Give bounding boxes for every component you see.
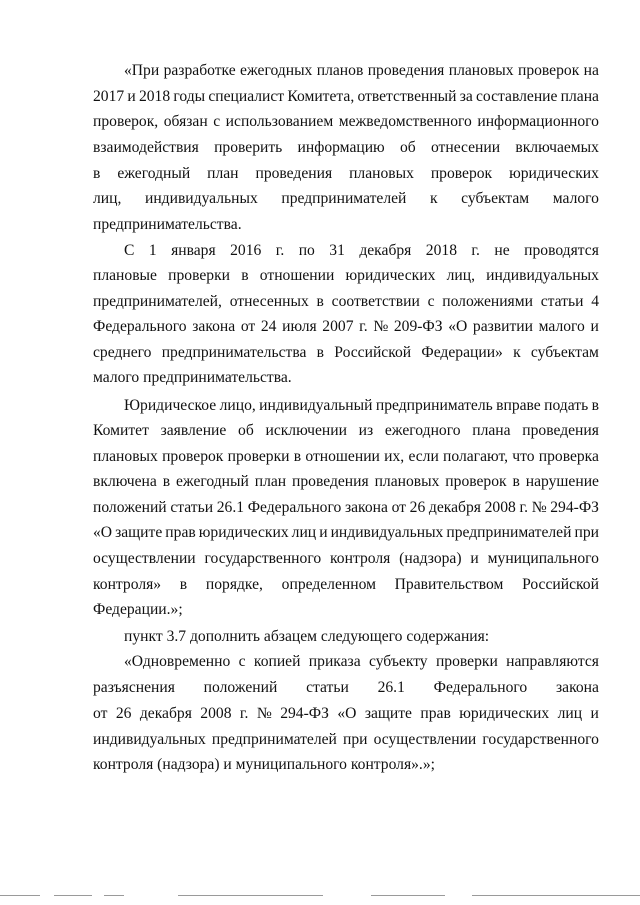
text-word: 294-ФЗ	[280, 705, 329, 722]
text-word: закона	[344, 499, 388, 516]
text-word: осуществлении	[93, 550, 196, 567]
paragraph-1-line-1	[124, 60, 599, 82]
text-word: информационного	[477, 113, 599, 130]
text-word: муниципального	[487, 550, 599, 567]
paragraph-4-line-1: пункт 3.7 дополнить абзацем следующего содержания:	[124, 628, 490, 645]
text-word: с	[427, 293, 435, 310]
text-word: об	[399, 139, 416, 156]
text-word: проверок	[162, 448, 224, 465]
paragraph-5-line-3	[93, 703, 599, 725]
text-word: юридических	[509, 165, 599, 182]
paragraph-3-line-6	[93, 522, 599, 544]
text-word: ежегодный	[175, 473, 249, 490]
text-word: план	[254, 473, 287, 490]
text-word: «Одновременно	[124, 653, 231, 670]
text-word: 294-ФЗ	[550, 499, 599, 516]
text-word: ежегодного	[384, 422, 461, 439]
paragraph-2-line-4	[93, 316, 599, 338]
text-word: в	[179, 576, 188, 593]
text-word: в	[316, 344, 325, 361]
paragraph-5-line-5: контроля (надзора) и муниципального контроля».»;	[93, 756, 435, 773]
text-word: защите	[364, 705, 412, 722]
text-word: проверок	[430, 165, 493, 182]
text-word: индивидуальных	[93, 731, 206, 748]
text-word: 26.1	[216, 499, 245, 516]
text-word: плановых	[448, 62, 514, 79]
text-word: к	[513, 344, 521, 361]
text-word: полагают,	[443, 448, 508, 465]
text-word: информацию	[297, 139, 385, 156]
text-word: проверить	[214, 139, 283, 156]
text-word: об	[238, 422, 254, 439]
text-word: и	[127, 88, 136, 105]
text-word: отнесении	[430, 139, 501, 156]
text-word: плана	[472, 422, 511, 439]
text-word: в	[316, 293, 324, 310]
text-word: лиц,	[93, 190, 122, 207]
text-word: июля	[282, 318, 317, 335]
text-word: 2018	[425, 242, 457, 259]
paragraph-2-line-6: малого предпринимательства.	[93, 369, 292, 386]
text-word: от	[391, 499, 406, 516]
text-word: включаемых	[515, 139, 599, 156]
text-word: субъекту	[368, 653, 428, 670]
text-word: «О	[448, 318, 468, 335]
text-word: государственного	[204, 550, 322, 567]
text-word: проверки	[168, 267, 231, 284]
text-word: предпринимателей,	[93, 293, 222, 310]
text-word: планов	[316, 62, 364, 79]
text-word: и	[590, 705, 599, 722]
paragraph-2-line-2	[93, 265, 599, 287]
text-word: субъектам	[461, 190, 530, 207]
text-word: «О	[93, 524, 113, 541]
paragraph-2-line-3	[93, 291, 599, 313]
text-word: проверка	[538, 448, 599, 465]
text-word: 2008	[484, 499, 516, 516]
paragraph-1-line-3	[93, 111, 599, 133]
text-word: г.	[471, 242, 480, 259]
text-word: проведения	[292, 473, 369, 490]
paragraph-3-line-4	[93, 471, 599, 493]
text-word: закона	[192, 318, 236, 335]
text-word: в	[93, 165, 101, 182]
paragraph-5-line-1	[124, 651, 599, 673]
text-word: соответствии	[331, 293, 420, 310]
paragraph-1-line-6	[93, 188, 599, 210]
text-word: предпринимателей	[281, 190, 407, 207]
text-word: к	[429, 190, 438, 207]
text-word: декабря	[359, 242, 412, 259]
text-word: индивидуальных	[486, 267, 599, 284]
text-word: 26	[409, 499, 426, 516]
text-word: Правительством	[394, 576, 504, 593]
text-word: защите	[115, 524, 163, 541]
text-word: из	[358, 422, 374, 439]
text-word: г.	[359, 318, 368, 335]
text-word: подать	[544, 397, 589, 414]
text-word: прав	[165, 524, 196, 541]
text-word: «При	[124, 62, 160, 79]
text-word: от	[240, 318, 256, 335]
text-word: при	[343, 731, 368, 748]
text-word: статьи	[540, 293, 584, 310]
text-word: Федерального	[247, 499, 342, 516]
paragraph-1-line-5	[93, 163, 599, 185]
paragraph-3-line-2	[93, 420, 599, 442]
text-word: С	[124, 242, 135, 259]
text-word: плановых	[374, 473, 440, 490]
text-word: предпринимательства	[161, 344, 307, 361]
bottom-divider-right	[472, 895, 640, 896]
text-word: копией	[253, 653, 301, 670]
text-word: предпринимателей	[446, 524, 572, 541]
text-word: лиц,	[446, 267, 475, 284]
text-word: включена	[93, 473, 157, 490]
text-word: в	[241, 267, 249, 284]
text-word: отношении	[259, 267, 335, 284]
paragraph-1-line-7: предпринимательства.	[93, 216, 242, 233]
text-word: и	[319, 524, 328, 541]
text-word: и	[590, 318, 599, 335]
text-word: разработке	[163, 62, 236, 79]
text-word: среднего	[93, 344, 152, 361]
text-word: 4	[591, 293, 599, 310]
text-word: января	[171, 242, 216, 259]
text-word: Комитета,	[287, 88, 355, 105]
text-word: контроля»	[93, 576, 162, 593]
text-word: проверок,	[93, 113, 159, 130]
text-word: по	[298, 242, 315, 259]
text-word: юридических	[459, 705, 550, 722]
text-word: положений	[93, 499, 167, 516]
text-word: Российской	[522, 576, 599, 593]
text-word: за	[459, 88, 473, 105]
bottom-divider-center	[178, 895, 323, 896]
text-word: Российской	[334, 344, 412, 361]
text-word: 1	[148, 242, 157, 259]
text-word: плановых	[93, 448, 158, 465]
text-word: ежегодный	[117, 165, 191, 182]
text-word: 24	[260, 318, 277, 335]
text-word: лицо,	[219, 397, 256, 414]
paragraph-3-line-5	[93, 497, 599, 519]
text-word: статьи	[170, 499, 214, 516]
text-word: не	[494, 242, 510, 259]
text-word: использованием	[225, 113, 334, 130]
text-word: вправе	[496, 397, 541, 414]
text-word: определенном	[281, 576, 376, 593]
text-word: отнесенных	[229, 293, 309, 310]
text-word: проведения	[367, 62, 445, 79]
text-word: 2008	[200, 705, 232, 722]
paragraph-5-line-4	[93, 729, 599, 751]
paragraph-3-line-9: Федерации.»;	[93, 601, 183, 618]
text-word: Федерального	[93, 318, 187, 335]
text-word: проведения	[255, 165, 333, 182]
text-word: с	[213, 113, 221, 130]
text-word: осуществлении	[373, 731, 477, 748]
text-word: статьи	[306, 679, 349, 696]
text-word: №	[531, 499, 547, 516]
bottom-divider-small	[104, 895, 124, 896]
text-word: взаимодействия	[93, 139, 199, 156]
text-word: проверки	[435, 653, 498, 670]
text-word: проверок	[445, 473, 507, 490]
text-word: закона	[556, 679, 599, 696]
text-word: межведомственного	[338, 113, 472, 130]
text-word: 209-ФЗ	[393, 318, 443, 335]
text-word: лиц	[291, 524, 317, 541]
paragraph-3-line-7	[93, 548, 599, 570]
text-word: плана	[560, 88, 599, 105]
text-word: развитии	[472, 318, 533, 335]
text-word: прав	[420, 705, 451, 722]
text-word: декабря	[428, 499, 481, 516]
text-word: (надзора)	[399, 550, 462, 567]
text-word: годы	[173, 88, 206, 105]
paragraph-1-line-4	[93, 137, 599, 159]
text-word: порядке,	[205, 576, 263, 593]
text-word: и	[470, 550, 479, 567]
text-word: проверок	[517, 62, 580, 79]
text-word: предприниматель	[375, 397, 493, 414]
text-word: если	[408, 448, 439, 465]
paragraph-1-line-2	[93, 86, 599, 108]
text-word: в	[512, 473, 520, 490]
text-word: отношении	[305, 448, 380, 465]
text-word: ответственный	[357, 88, 457, 105]
text-word: г.	[275, 242, 285, 259]
paragraph-5-line-2	[93, 677, 599, 699]
text-word: план	[207, 165, 239, 182]
text-word: «О	[337, 705, 357, 722]
text-word: разъяснения	[93, 679, 175, 696]
text-word: в	[293, 448, 302, 465]
text-word: Юридическое	[124, 397, 217, 414]
text-word: от	[93, 705, 108, 722]
paragraph-3-line-3	[93, 446, 599, 468]
text-word: Федерации»	[421, 344, 503, 361]
bottom-divider-right-center	[371, 895, 445, 896]
paragraph-2-line-5	[93, 342, 599, 364]
text-word: предпринимателей	[211, 731, 337, 748]
text-word: при	[574, 524, 599, 541]
text-word: в	[162, 473, 171, 490]
text-word: декабря	[139, 705, 192, 722]
text-word: юридических	[345, 267, 436, 284]
text-word: лиц	[557, 705, 583, 722]
text-word: государственного	[482, 731, 599, 748]
text-word: индивидуальных	[330, 524, 444, 541]
text-word: проведения	[522, 422, 599, 439]
text-word: №	[373, 318, 389, 335]
text-word: положениями	[442, 293, 533, 310]
bottom-divider-middle	[54, 895, 92, 896]
text-word: на	[583, 62, 599, 79]
text-word: 31	[329, 242, 345, 259]
text-word: юридических	[198, 524, 289, 541]
text-word: индивидуальный	[259, 397, 373, 414]
text-word: г.	[519, 499, 529, 516]
text-word: малого	[538, 318, 585, 335]
text-word: с	[238, 653, 246, 670]
text-word: Комитет	[93, 422, 149, 439]
text-word: положений	[203, 679, 278, 696]
text-word: г.	[239, 705, 249, 722]
text-word: исключении	[265, 422, 347, 439]
text-word: направляются	[506, 653, 599, 670]
text-word: составление	[476, 88, 558, 105]
text-word: заявление	[160, 422, 227, 439]
paragraph-3-line-8	[93, 574, 599, 596]
text-word: контроля	[330, 550, 391, 567]
text-word: приказа	[308, 653, 361, 670]
text-word: 2018	[138, 88, 171, 105]
text-word: 2016	[230, 242, 262, 259]
text-word: 26	[115, 705, 132, 722]
text-word: субъектам	[530, 344, 599, 361]
text-word: 2007	[322, 318, 354, 335]
text-word: обязан	[163, 113, 208, 130]
text-word: плановых	[349, 165, 414, 182]
text-word: Федерального	[433, 679, 528, 696]
text-word: ежегодных	[240, 62, 313, 79]
text-word: №	[256, 705, 272, 722]
text-word: 26.1	[377, 679, 405, 696]
text-word: проводятся	[524, 242, 599, 259]
text-word: 2017	[93, 88, 125, 105]
text-word: плановые	[93, 267, 157, 284]
text-word: проверки	[227, 448, 290, 465]
text-word: что	[512, 448, 535, 465]
paragraph-3-line-1	[124, 395, 599, 417]
paragraph-2-line-1	[124, 240, 599, 262]
text-word: специалист	[208, 88, 285, 105]
text-word: их,	[384, 448, 405, 465]
text-word: малого	[552, 190, 599, 207]
text-word: в	[591, 397, 599, 414]
text-word: индивидуальных	[144, 190, 258, 207]
text-word: нарушение	[525, 473, 599, 490]
bottom-divider-left	[0, 895, 40, 896]
